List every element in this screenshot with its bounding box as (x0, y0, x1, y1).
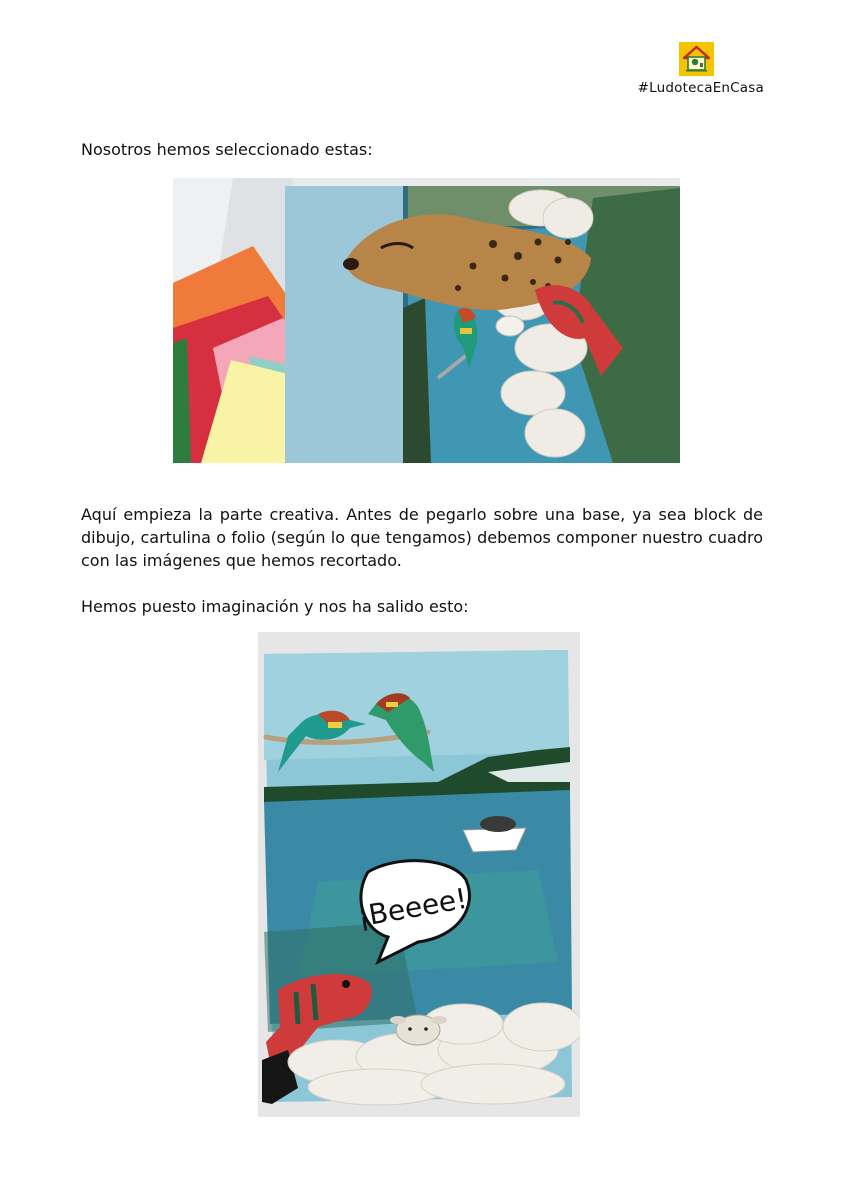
intro-paragraph: Nosotros hemos seleccionado estas: (81, 140, 373, 159)
final-collage-photo (258, 632, 580, 1117)
hashtag-label: #LudotecaEnCasa (637, 80, 764, 96)
speech-bubble-text: ¡Beeee! (355, 881, 470, 934)
selected-cutouts-photo (173, 178, 680, 463)
result-paragraph: Hemos puesto imaginación y nos ha salido esto: (81, 597, 469, 616)
creative-paragraph: Aquí empieza la parte creativa. Antes de pegarlo sobre una base, ya sea block de dibujo, cartulina o folio (según lo que tengamos) debemos componer nuestro cuadro con las imágenes que hemos recortado. (81, 505, 763, 570)
house-icon (679, 42, 714, 76)
ludoteca-logo (679, 42, 714, 76)
